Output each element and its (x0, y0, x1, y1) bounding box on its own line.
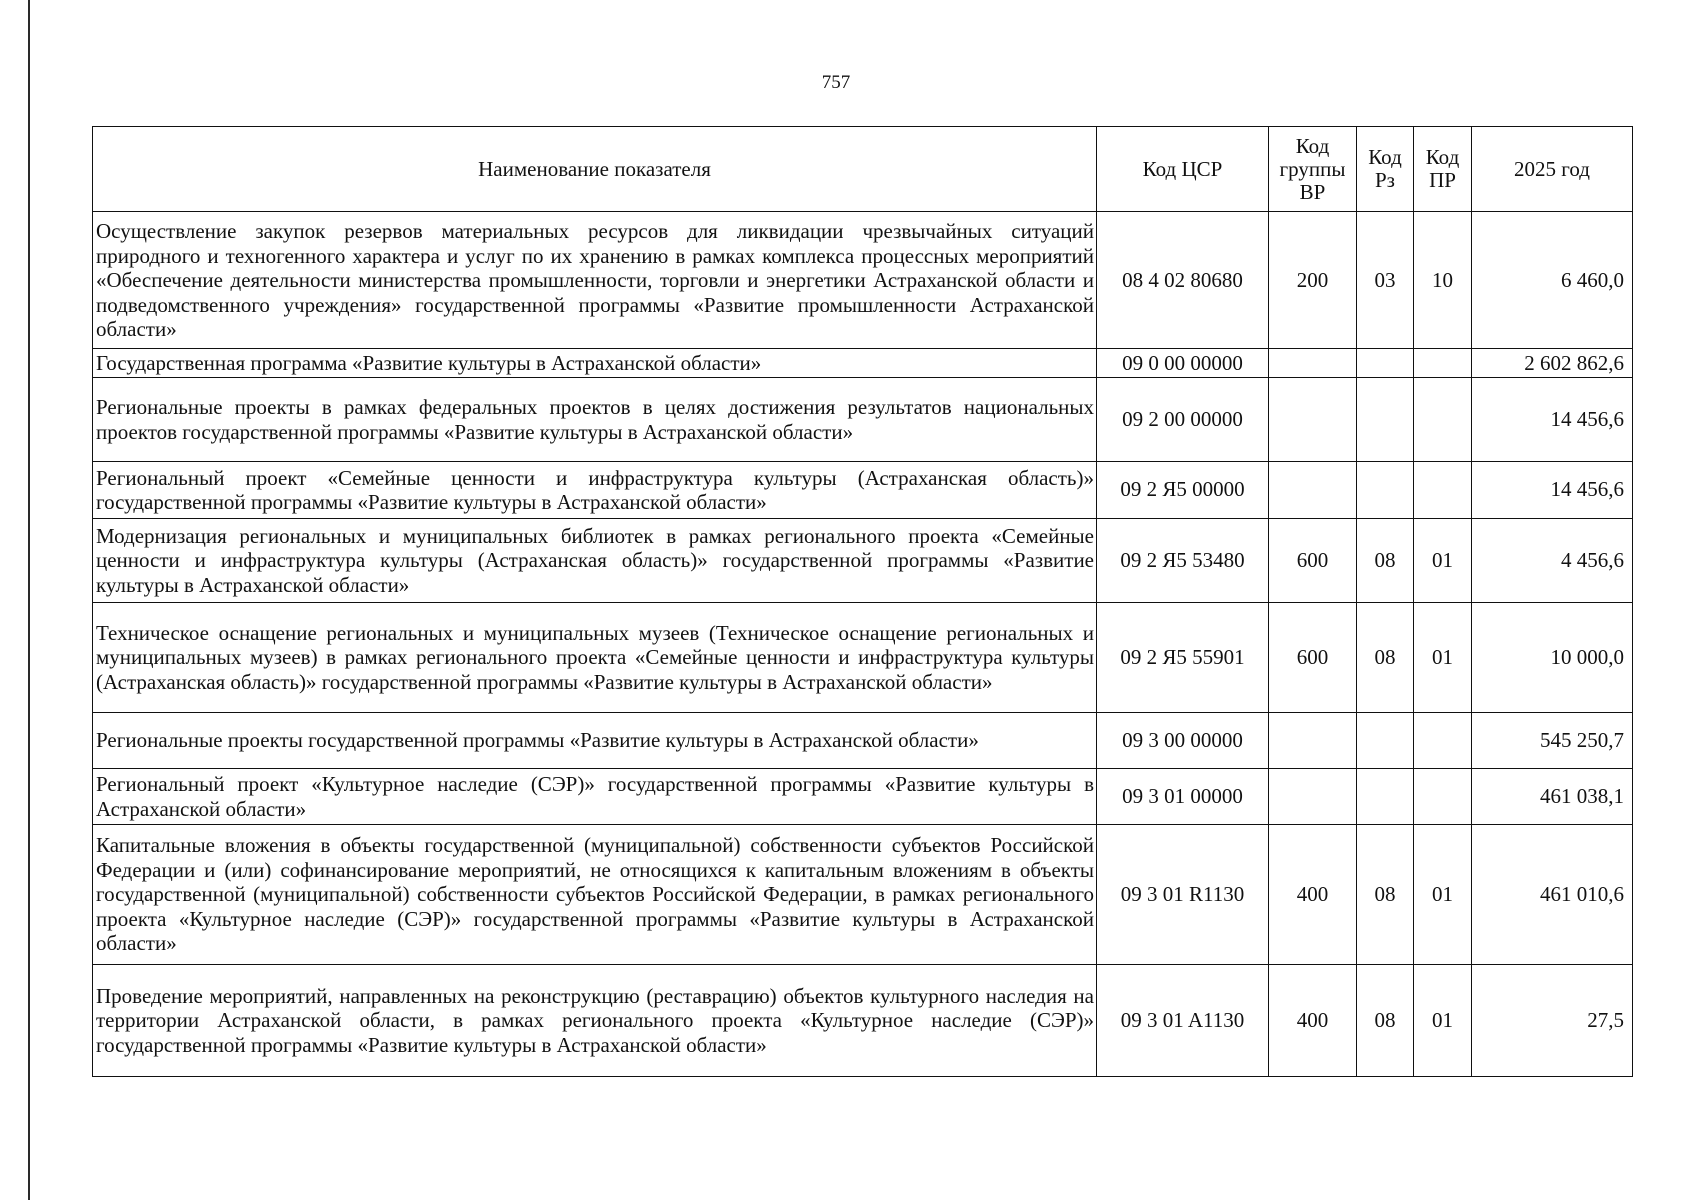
row-vr (1269, 377, 1357, 461)
row-csr: 09 2 Я5 00000 (1097, 461, 1269, 518)
row-vr: 600 (1269, 602, 1357, 712)
row-name: Региональные проекты государственной программы «Развитие культуры в Астраханской области» (93, 712, 1097, 768)
header-vr-code: Код группы ВР (1269, 127, 1357, 212)
row-rz (1357, 349, 1414, 378)
row-vr: 400 (1269, 824, 1357, 964)
row-csr: 09 3 00 00000 (1097, 712, 1269, 768)
row-rz (1357, 712, 1414, 768)
row-pr (1414, 377, 1472, 461)
row-pr (1414, 712, 1472, 768)
row-amount: 461 038,1 (1472, 768, 1633, 824)
row-name: Региональный проект «Культурное наследие (СЭР)» государственной программы «Развитие культуры в Астраханской области» (93, 768, 1097, 824)
row-vr: 400 (1269, 964, 1357, 1076)
row-csr: 08 4 02 80680 (1097, 212, 1269, 349)
row-name: Модернизация региональных и муниципальных библиотек в рамках регионального проекта «Семейные ценности и инфраструктура культуры (Астраханская область)» государственной программы «Развитие культуры в Астраханской области» (93, 518, 1097, 602)
row-amount: 4 456,6 (1472, 518, 1633, 602)
page-number-text: 757 (821, 72, 851, 93)
row-pr: 01 (1414, 964, 1472, 1076)
row-amount: 10 000,0 (1472, 602, 1633, 712)
row-pr: 01 (1414, 602, 1472, 712)
row-csr: 09 2 Я5 53480 (1097, 518, 1269, 602)
row-rz (1357, 377, 1414, 461)
table-row (93, 768, 1633, 824)
row-amount: 545 250,7 (1472, 712, 1633, 768)
row-rz: 03 (1357, 212, 1414, 349)
table-row (93, 602, 1633, 712)
row-name: Осуществление закупок резервов материальных ресурсов для ликвидации чрезвычайных ситуаций природного и техногенного характера и услуг по их хранению в рамках комплекса процессных мероприятий «Обеспечение деятельности министерства промышленности, торговли и энергетики Астраханской области и подведомственного учреждения» государственной программы «Развитие промышленности Астраханской области» (93, 212, 1097, 349)
row-rz (1357, 461, 1414, 518)
row-vr (1269, 768, 1357, 824)
row-pr (1414, 461, 1472, 518)
table-row (93, 461, 1633, 518)
row-amount: 14 456,6 (1472, 461, 1633, 518)
row-csr: 09 2 Я5 55901 (1097, 602, 1269, 712)
header-csr-code: Код ЦСР (1097, 127, 1269, 212)
row-csr: 09 3 01 A1130 (1097, 964, 1269, 1076)
row-pr: 01 (1414, 518, 1472, 602)
row-rz: 08 (1357, 518, 1414, 602)
budget-table (92, 126, 1633, 1077)
row-vr: 600 (1269, 518, 1357, 602)
row-csr: 09 2 00 00000 (1097, 377, 1269, 461)
header-year: 2025 год (1472, 127, 1633, 212)
row-name: Проведение мероприятий, направленных на реконструкцию (реставрацию) объектов культурного наследия на территории Астраханской области, в рамках регионального проекта «Культурное наследие (СЭР)» государственной программы «Развитие культуры в Астраханской области» (93, 964, 1097, 1076)
row-rz: 08 (1357, 824, 1414, 964)
scan-edge-line (28, 0, 30, 1200)
row-name: Региональный проект «Семейные ценности и инфраструктура культуры (Астраханская область)» государственной программы «Развитие культуры в Астраханской области» (93, 461, 1097, 518)
row-pr: 01 (1414, 824, 1472, 964)
row-amount: 6 460,0 (1472, 212, 1633, 349)
row-name: Региональные проекты в рамках федеральных проектов в целях достижения результатов национальных проектов государственной программы «Развитие культуры в Астраханской области» (93, 377, 1097, 461)
table-header-row (93, 127, 1633, 212)
row-vr (1269, 712, 1357, 768)
row-name: Государственная программа «Развитие культуры в Астраханской области» (93, 349, 1097, 378)
row-amount: 461 010,6 (1472, 824, 1633, 964)
row-csr: 09 3 01 R1130 (1097, 824, 1269, 964)
row-csr: 09 3 01 00000 (1097, 768, 1269, 824)
budget-table-container (92, 126, 1632, 1077)
header-pr-code: Код ПР (1414, 127, 1472, 212)
row-pr: 10 (1414, 212, 1472, 349)
row-csr: 09 0 00 00000 (1097, 349, 1269, 378)
row-name: Техническое оснащение региональных и муниципальных музеев (Техническое оснащение региональных и муниципальных музеев) в рамках регионального проекта «Семейные ценности и инфраструктура культуры (Астраханская область)» государственной программы «Развитие культуры в Астраханской области» (93, 602, 1097, 712)
table-row (93, 349, 1633, 378)
row-rz (1357, 768, 1414, 824)
table-row (93, 212, 1633, 349)
row-amount: 2 602 862,6 (1472, 349, 1633, 378)
row-pr (1414, 768, 1472, 824)
row-vr (1269, 349, 1357, 378)
row-amount: 27,5 (1472, 964, 1633, 1076)
row-pr (1414, 349, 1472, 378)
row-rz: 08 (1357, 602, 1414, 712)
header-name: Наименование показателя (93, 127, 1097, 212)
row-vr (1269, 461, 1357, 518)
header-rz-code: Код Рз (1357, 127, 1414, 212)
table-row (93, 518, 1633, 602)
row-amount: 14 456,6 (1472, 377, 1633, 461)
row-rz: 08 (1357, 964, 1414, 1076)
row-vr: 200 (1269, 212, 1357, 349)
table-row (93, 712, 1633, 768)
table-row (93, 824, 1633, 964)
table-row (93, 377, 1633, 461)
table-row (93, 964, 1633, 1076)
row-name: Капитальные вложения в объекты государственной (муниципальной) собственности субъектов Российской Федерации и (или) софинансирование мероприятий, не относящихся к капитальным вложениям в объекты государственной (муниципальной) собственности субъектов Российской Федерации, в рамках регионального проекта «Культурное наследие (СЭР)» государственной программы «Развитие культуры в Астраханской области» (93, 824, 1097, 964)
